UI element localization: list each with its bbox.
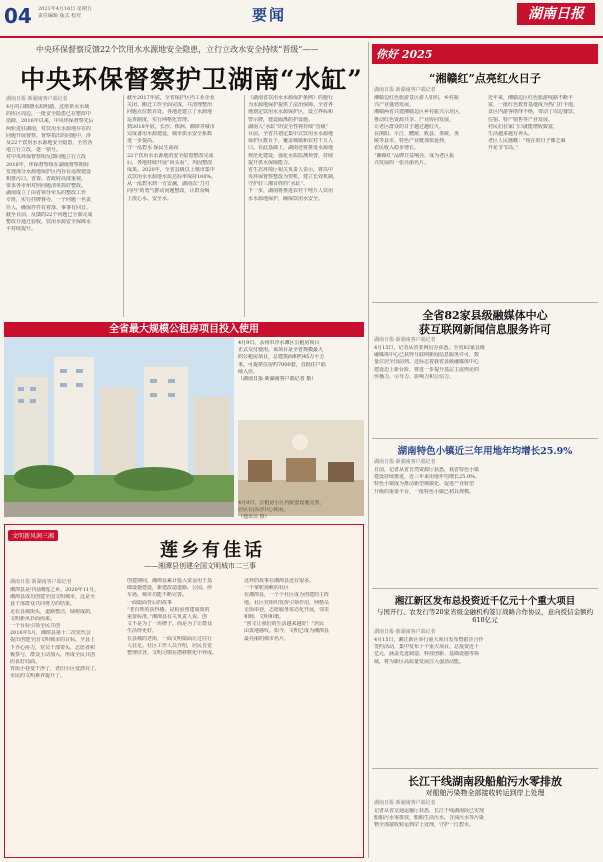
text-line: 签约活动，集中发布十个重大项目，总投资近千	[374, 644, 480, 651]
text-line: 一个目标引领全民共创	[10, 622, 61, 629]
story4-subtitle: 与国开行、农发行等20家省级金融机构签订战略合作协议，意向授信金额约610亿元	[376, 608, 594, 624]
story5-byline: 湖南日报·新湖南客户端记者	[374, 800, 436, 806]
text-line: 省生态环境厅相关负责人表示，将以中	[248, 166, 334, 173]
newspaper-logo: 湖南日报	[517, 3, 595, 25]
text-line: 央环保督察整改为契机，建立长效机制，	[248, 174, 339, 181]
story4-headline: 湘江新区发布总投资近千亿元十个重大项目	[394, 596, 576, 607]
text-line: 为水源地保护提供了法治保障。全省各	[248, 102, 334, 109]
text-line: 上放心水、安全水。	[127, 195, 173, 202]
text-line: 文明新风扑面而来。	[10, 615, 56, 622]
text-line: 地划定饮用水水源保护区，设立界标和	[248, 109, 334, 116]
text-line: 下一步，湖南将推进农村千吨万人饮用	[248, 188, 334, 195]
text-line: 域，将为新区高质量发展注入强劲动能。	[374, 658, 465, 665]
text-line: 4月9日，永州市冷水滩区公租房项目	[238, 340, 320, 346]
text-line: “老百姓的获得感，是检验创建成效的	[127, 606, 210, 613]
text-line: 湘赣边红色旅游景区游人如织，乡村振	[374, 95, 460, 101]
issue-meta	[38, 6, 118, 20]
text-line: “创文让我们的生活越来越好！”居民	[244, 621, 325, 628]
text-line: 一个掌舵扬帆的社区	[244, 585, 290, 592]
text-line: 续入住。	[238, 368, 259, 375]
text-line: 地。社区党组织发挥引领作用，网格员	[244, 599, 330, 606]
text-line: 成果。2020年，全省县级以上城市集中	[127, 166, 215, 173]
text-line: 水水源地保护，确保饮用水安全。	[248, 195, 324, 202]
text-line: 在县城的老街，一面文明镜面让过往行	[127, 635, 213, 642]
page-divider	[368, 42, 369, 858]
lead-byline: 湖南日报·新湖南客户端记者	[6, 96, 68, 102]
text-line: 兴产业蓬勃发展。	[374, 102, 415, 109]
text-line: 一面镜面背后的故事	[127, 599, 173, 606]
text-line: 警示牌，建设隔离防护设施。	[248, 116, 314, 123]
story1-column-2	[488, 95, 598, 300]
column-divider	[244, 95, 245, 317]
text-line: 量位居全国前列。这标志着我省县级融媒体中心	[374, 359, 480, 366]
column-divider	[123, 95, 124, 317]
feature-tag: 文明新风润三湘	[8, 530, 58, 541]
text-line: 县干部群众共同努力的结果。	[10, 601, 76, 608]
text-line: 《湖南省饮用水水源保护条例》的施行	[248, 95, 334, 101]
photo-caption	[238, 340, 364, 383]
text-line: 富，一批红色教育基地成为热门打卡地。	[488, 102, 579, 109]
text-line: 由衷地感叹。如今，文明已成为湘潭县	[244, 628, 330, 635]
story-divider	[372, 588, 598, 589]
photo-caption-2	[238, 500, 364, 522]
text-line: 这样的故事在湘潭县还有很多。	[244, 578, 315, 584]
text-line: 正式交付使用。该项目是全省规模最大	[238, 347, 324, 354]
text-line: 走在县城街头，道路整洁，绿树成荫，	[10, 608, 96, 615]
text-line: 和睦，文明和谐。	[244, 613, 285, 620]
text-line: 2016年，环保督察组在湖南督察期间	[6, 161, 89, 168]
text-line: 规范化建设，强化水质监测预警，持续	[248, 152, 334, 159]
story5-body	[374, 808, 598, 858]
text-line: 车场，城市功能不断完善。	[127, 592, 188, 599]
story5-headline: 长江干线湖南段船舶污水零排放	[408, 775, 562, 788]
text-line: 4月15日，记者从省委网信办获悉，全省82家县级	[374, 345, 485, 351]
text-line: 下齐心协力，党员干部带头，志愿者积	[10, 644, 96, 651]
text-line: 开花节节高。”	[488, 145, 519, 152]
text-line: 物全部接收转运到岸上处理，守护一江碧水。	[374, 822, 475, 829]
text-line: 整理仪容，文明习惯在潜移默化中养成。	[127, 649, 218, 656]
text-line: 及22个饮用水水源地安全隐患，全省各	[6, 139, 93, 146]
text-line: 湘潭县成功创建全国文明城市，这是全	[10, 594, 96, 601]
section-title: 要闻	[252, 6, 287, 24]
text-line: 完成备用水源建设，城市供水安全系数	[127, 130, 213, 137]
story3-headline: 湖南特色小镇近三年用地年均增长25.9%	[397, 446, 573, 457]
text-line: 老区人民感慨：“现在的日子像芝麻	[488, 138, 566, 145]
text-line: 要求各市州对照问题清单抓好整改。	[6, 183, 87, 190]
story2-headline-2: 获互联网新闻信息服务许可	[419, 323, 551, 336]
text-line: 文不是为了一块牌子，而是为了让群众	[127, 621, 213, 628]
text-line: 在湘潭县，一个个社区成为创建的主阵	[244, 592, 330, 599]
story-divider	[372, 768, 598, 769]
text-line: 整改并通过验收，饮用水源安全保障水	[6, 219, 92, 225]
story3-body	[374, 467, 598, 585]
text-line: 兴发展的一张亮丽名片。	[374, 159, 430, 166]
text-line: 日前，记者从省自然资源厅获悉，我省特色小镇	[374, 467, 480, 473]
text-line: 进一步提高。	[127, 138, 158, 145]
text-line: 景区内游客络绎不绝，带动了周边餐饮、	[488, 109, 579, 116]
text-line: 湘赣两省共建湘赣边区乡村振兴示范区，	[374, 109, 465, 116]
text-line: 向内”的勇气推动问题整改，让群众喝	[127, 188, 210, 195]
text-line: 创建期间，湘潭县累计投入资金用于基	[127, 578, 213, 584]
text-line: 人驻足。社区工作人员介绍，居民自觉	[127, 642, 213, 649]
text-line: 4月15日，湘江新区举行重大项目发布暨银企合作	[374, 637, 484, 643]
page-number: 04	[4, 4, 32, 28]
text-line: 近年来，湘赣边区红色旅游线路不断丰	[488, 95, 574, 101]
text-line: 发现部分水源地保护区内存在违规建设	[6, 168, 92, 175]
photo-banner: 全省最大规模公租房项目投入使用	[4, 322, 364, 337]
text-line: 守护好三湘百姓的“水缸”。	[248, 181, 309, 188]
text-line: 问题开展督察。督察指出的问题中，涉	[6, 132, 92, 139]
text-line: 地立行立改，逐一销号。	[6, 147, 62, 154]
text-line: 在浏阳、平江、醴陵、攸县、茶陵、炎	[374, 130, 460, 137]
story2-byline: 湖南日报·新湖南客户端记者	[374, 337, 436, 343]
text-line: 最亮丽的城市名片。	[244, 635, 290, 642]
story2-body	[374, 345, 598, 415]
text-line: 的公租房项目，总建筑面积约45万平方	[238, 354, 325, 361]
text-line: 船舶污水零排放，船舶生活污水、含油污水等污染	[374, 815, 485, 822]
text-line: 住宿、特产销售等产业发展。	[488, 116, 554, 123]
text-line: 极参与，群众主动加入，形成全民共创	[10, 651, 96, 658]
meta-line: 责任编辑 版式 校对	[38, 13, 82, 20]
lead-kicker: 中央环保督察反馈22个饮用水水源地安全隐患，立行立改水安全持续“晋级”——	[36, 45, 319, 54]
text-line: 4月9日，公租房小区内配套设施完善，	[238, 500, 325, 506]
text-line: 生活越来越有奔头。	[488, 130, 534, 137]
text-line: 守一泓碧水 保民生福祉	[127, 145, 179, 152]
text-line: 背街小巷变干净了，老旧小区变漂亮了，	[10, 666, 101, 673]
masthead	[0, 0, 603, 38]
text-line: 湖南成立了由省领导牵头的整改工作	[6, 190, 87, 197]
text-line: 融媒体中心已获得互联网新闻信息服务许可，数	[374, 352, 480, 359]
feature-column-2	[127, 578, 239, 855]
text-line: 式饮用水水源地水质达标率保持100%。	[127, 174, 217, 181]
text-line: 居民在活动中心休闲。	[238, 507, 289, 514]
text-line: 巡查制度，实行网格化管理。	[127, 116, 193, 123]
text-line: 到2018年底，长沙、株洲、湘潭等城市	[127, 123, 215, 130]
text-line: 的良好局面。	[10, 658, 41, 665]
text-line: “湘赣红”品牌日益响亮，成为老区振	[374, 152, 455, 159]
text-line: 问题点位数百处。各地还建立了水源地	[127, 109, 213, 116]
text-line: 特色小镇成为推动新型城镇化、促进产业转型	[374, 481, 475, 488]
lead-headline: 中央环保督察护卫湖南“水缸”	[20, 65, 363, 94]
text-line: 生活得更好。	[127, 628, 158, 635]
story4-body	[374, 637, 598, 765]
text-line: 建设持续推进，近三年来用地年均增长25.9%。	[374, 474, 480, 481]
text-line: 湖南人“水缸”的安全性将持续“晋级”	[248, 123, 329, 130]
housing-photo	[4, 337, 234, 517]
text-line: 亿元，涵盖先进制造、科技创新、基础设施等领	[374, 651, 480, 658]
text-line: 的库区周边，一批安全隐患已在整改中	[6, 111, 92, 118]
text-line: 让老区群众的日子越过越红火。	[374, 123, 445, 130]
story-divider	[372, 302, 598, 303]
text-line: 和排污口。省委、省政府高度重视，	[6, 175, 87, 182]
text-line: 农民收入稳步增长。	[374, 145, 420, 152]
text-line: （通讯员 摄）	[238, 514, 270, 521]
text-line: 2016年5月，湘潭县第十二次党代会	[10, 630, 91, 637]
story2-headline: 全省82家县级融媒体中心	[422, 309, 548, 322]
text-line: 任人，确保件件有着落、事事有回音。	[6, 204, 92, 211]
story5-subtitle: 对船舶污染物全部接收转运到岸上处理	[425, 789, 545, 797]
text-line: 两轮进驻湖南，对饮用水水源地存在的	[6, 125, 92, 132]
story1-byline: 湖南日报·新湖南客户端记者	[374, 87, 436, 93]
story4-byline: 湖南日报·新湖南客户端记者	[374, 629, 436, 635]
text-line: 记者从省交通运输厅获悉，长江干线湖南段已实现	[374, 808, 485, 814]
text-line: 保护区数百个，覆盖城镇和农村千万人	[248, 138, 334, 145]
text-line: 村民们在家门口就能增收致富，	[488, 123, 559, 130]
text-line: 消除。2016年以来，中央环保督察先后	[6, 118, 94, 125]
text-line: 市民的文明素养提升了。	[10, 673, 66, 680]
text-line: 口。在此基础上，湖南还将推进水源地	[248, 145, 334, 152]
text-line: 关闭、搬迁工作全面完成，共清理整治	[127, 102, 213, 109]
text-line: 提出创建全国文明城市的目标。全县上	[10, 637, 96, 644]
feature-title: 莲乡有佳话	[160, 540, 265, 561]
text-line: 平持续提升。	[6, 226, 37, 233]
text-line: 建设迈上新台阶，将进一步提升基层主流舆论的	[374, 366, 480, 373]
lead-column-3	[248, 95, 364, 317]
text-line: 从一泓碧水到一方安澜，湖南以“刀刃	[127, 181, 210, 188]
text-line: 湘潭县是中国湘莲之乡。2020年11月，	[10, 587, 100, 593]
story1-headline: “湘赣红”点亮红火日子	[429, 72, 541, 85]
meta-line: 2021年4月16日 星期五	[38, 6, 92, 12]
text-line: 截至目前，反馈的22个问题已全部完成	[6, 211, 93, 218]
text-line: 陵等县市，特色产业链加快延伸，	[374, 138, 450, 145]
lead-column-2	[127, 95, 241, 317]
lead-column-1	[6, 104, 120, 318]
story1-column-1	[374, 95, 482, 300]
feature-column-3	[244, 578, 359, 855]
feature-column-1	[10, 587, 122, 855]
text-line: 础设施建设，新建改造道路、公园、停	[127, 585, 213, 592]
text-line: 重要标准。”湘潭县有关负责人说，创	[127, 613, 208, 620]
text-line: 传播力、引导力、影响力和公信力。	[374, 373, 455, 380]
text-line: 目前，全省共划定集中式饮用水水源地	[248, 130, 334, 137]
text-line: 推动红色资源共享、产业协同发展，	[374, 116, 455, 123]
text-line: 升级的重要平台，一批特色小镇已初具规模。	[374, 488, 475, 495]
story3-byline: 湖南日报·新湖南客户端记者	[374, 459, 436, 465]
text-line: 4月的白鹤塘水质明澈，这座供水水域	[6, 104, 90, 110]
feature-byline: 湖南日报·新湖南客户端记者	[10, 579, 72, 585]
story-divider	[372, 438, 598, 439]
right-banner-title: 你好 2025	[376, 48, 433, 61]
text-line: 专班，实行挂牌督办，一个问题一名责	[6, 197, 92, 204]
text-line: 对中央环保督察组反馈问题立行立改	[6, 154, 87, 161]
feature-subtitle: ——湘潭县创建全国文明城市二三事	[144, 562, 256, 570]
text-line: 后，各地持续开展“回头看”，巩固整改	[127, 159, 213, 166]
text-line: （湖南日报·新湖南客户端记者 摄）	[238, 375, 317, 382]
text-line: 走街串巷，志愿服务常态化开展，邻里	[244, 606, 330, 613]
text-line: 截至2017年底，全省保护区内工业企业	[127, 95, 215, 101]
text-line: 22个饮用水水源地的安全隐患整改完成	[127, 152, 214, 159]
text-line: 提升供水保障能力。	[248, 159, 294, 166]
text-line: 米，可提供住房约7000套，首批住户陆	[238, 361, 326, 368]
